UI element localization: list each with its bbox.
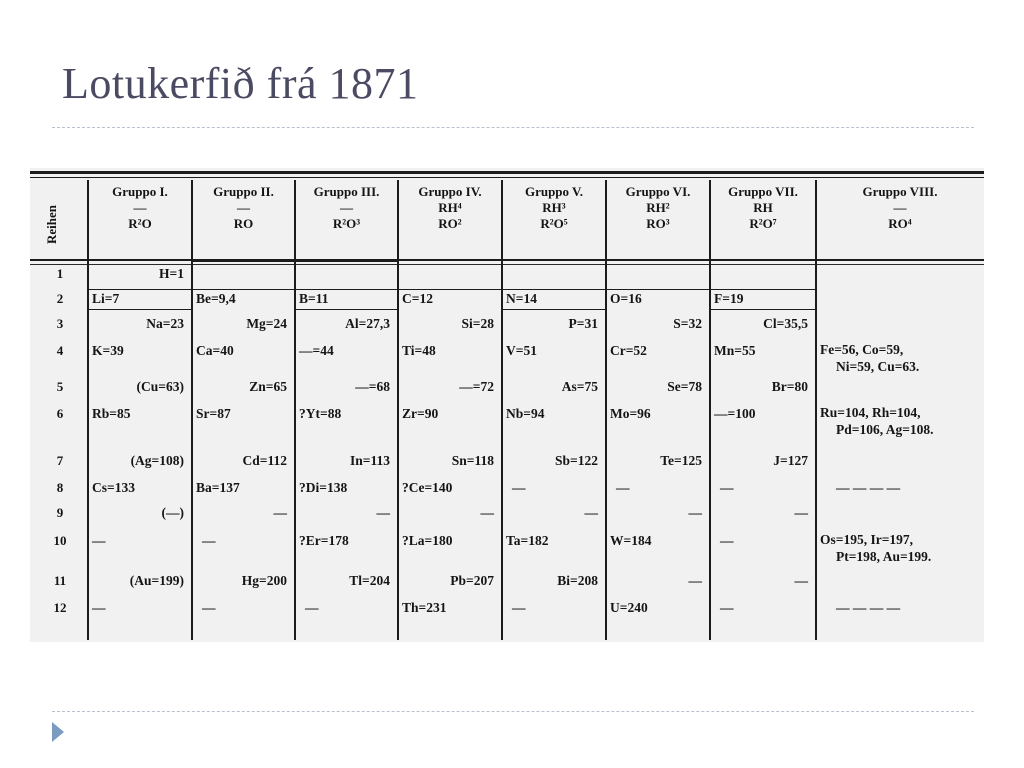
element-cell: Si=28 xyxy=(461,316,494,331)
element-cell: Nb=94 xyxy=(506,406,545,421)
group-name: Gruppo VII. xyxy=(728,184,798,199)
element-cell: Zn=65 xyxy=(249,379,287,394)
row-number: 9 xyxy=(56,505,64,520)
group-name: Gruppo II. xyxy=(213,184,274,199)
element-cell: Mn=55 xyxy=(714,343,756,358)
element-cell: B=11 xyxy=(299,291,329,306)
element-cell-line: Fe=56, Co=59, xyxy=(820,342,904,357)
cell-rule xyxy=(295,261,398,262)
group-hydride: RH³ xyxy=(542,200,566,215)
element-cell: — xyxy=(202,533,216,548)
element-cell: ?Ce=140 xyxy=(402,480,453,495)
element-cell: S=32 xyxy=(673,316,702,331)
element-cell: Mo=96 xyxy=(610,406,651,421)
group-hydride: RH⁴ xyxy=(438,200,462,215)
group-oxide: RO² xyxy=(438,216,462,231)
element-cell: Rb=85 xyxy=(92,406,131,421)
element-cell: —=72 xyxy=(459,379,494,394)
row-number: 4 xyxy=(56,343,64,358)
element-cell: (—) xyxy=(161,505,184,520)
element-cell: Ca=40 xyxy=(196,343,234,358)
cell-rule xyxy=(710,289,816,290)
element-cell: — xyxy=(688,505,702,520)
element-cell: —=100 xyxy=(714,406,756,421)
element-cell: — xyxy=(92,600,106,615)
row-number: 1 xyxy=(56,266,64,281)
element-cell: — xyxy=(512,600,526,615)
element-cell: Te=125 xyxy=(660,453,702,468)
element-cell-line: Os=195, Ir=197, xyxy=(820,532,914,547)
header-rule xyxy=(30,259,984,261)
row-number: 6 xyxy=(56,406,64,421)
cell-rule xyxy=(502,309,606,310)
row-number: 10 xyxy=(53,533,67,548)
cell-rule xyxy=(192,261,295,262)
element-cell: — xyxy=(376,505,390,520)
group-oxide: R²O⁷ xyxy=(749,216,777,231)
element-cell: ?La=180 xyxy=(402,533,453,548)
group-hydride: — xyxy=(133,200,147,215)
element-cell: W=184 xyxy=(610,533,652,548)
element-cell xyxy=(820,531,931,565)
element-cell: — xyxy=(720,480,734,495)
element-cell: — xyxy=(273,505,287,520)
row-number: 11 xyxy=(53,573,67,588)
element-cell: Cr=52 xyxy=(610,343,647,358)
group-name: Gruppo VI. xyxy=(625,184,691,199)
row-number: 12 xyxy=(53,600,67,615)
group-oxide: RO⁴ xyxy=(888,216,912,231)
group-oxide: R²O⁵ xyxy=(540,216,568,231)
element-cell: Br=80 xyxy=(771,379,808,394)
header-rule-thin xyxy=(30,264,984,265)
element-cell: (Cu=63) xyxy=(136,379,184,394)
element-cell: —=68 xyxy=(355,379,390,394)
element-cell: — xyxy=(720,533,734,548)
group-header xyxy=(502,182,606,258)
row-header-label: Reihen xyxy=(44,205,59,244)
group-header xyxy=(295,182,398,258)
element-cell: — xyxy=(512,480,526,495)
element-cell: Sb=122 xyxy=(555,453,598,468)
element-cell: O=16 xyxy=(610,291,642,306)
row-number: 5 xyxy=(56,379,64,394)
element-cell: In=113 xyxy=(350,453,390,468)
element-cell: Cl=35,5 xyxy=(763,316,808,331)
element-cell: Sn=118 xyxy=(451,453,494,468)
element-cell: Bi=208 xyxy=(557,573,598,588)
group-header xyxy=(398,182,502,258)
element-cell: K=39 xyxy=(92,343,124,358)
element-cell: Mg=24 xyxy=(246,316,287,331)
group-oxide: RO xyxy=(233,216,254,231)
row-number: 8 xyxy=(56,480,64,495)
cell-rule xyxy=(192,289,295,290)
group-oxide: RO³ xyxy=(646,216,670,231)
table-top-rule-thin xyxy=(30,177,984,178)
element-cell: — xyxy=(720,600,734,615)
element-cell: —=44 xyxy=(299,343,334,358)
element-cell: Ti=48 xyxy=(402,343,436,358)
group-hydride: — xyxy=(237,200,250,215)
group-hydride: RH xyxy=(753,200,773,215)
footer-divider xyxy=(52,711,974,712)
element-cell: U=240 xyxy=(610,600,648,615)
element-cell: Li=7 xyxy=(92,291,120,306)
element-cell: — xyxy=(202,600,216,615)
group-header xyxy=(816,182,984,258)
slide-title: Lotukerfið frá 1871 xyxy=(62,59,419,108)
element-cell: Ta=182 xyxy=(506,533,549,548)
element-cell: — xyxy=(480,505,494,520)
element-cell: — xyxy=(584,505,598,520)
group-hydride: — xyxy=(893,200,907,215)
cell-rule xyxy=(710,309,816,310)
cell-rule xyxy=(295,309,398,310)
row-number: 7 xyxy=(56,453,64,468)
element-cell: Ba=137 xyxy=(196,480,240,495)
element-cell: Cd=112 xyxy=(242,453,287,468)
element-cell: — xyxy=(92,533,106,548)
element-cell: Cs=133 xyxy=(92,480,135,495)
group-header xyxy=(88,182,192,258)
group-name: Gruppo IV. xyxy=(418,184,482,199)
element-cell xyxy=(820,404,934,438)
element-cell: As=75 xyxy=(561,379,598,394)
row-number: 2 xyxy=(56,291,64,306)
element-cell xyxy=(820,341,919,375)
group-hydride: RH² xyxy=(646,200,670,215)
table-top-rule xyxy=(30,171,984,174)
element-cell: Tl=204 xyxy=(349,573,390,588)
element-cell: ?Yt=88 xyxy=(299,406,342,421)
element-cell: — xyxy=(688,573,702,588)
element-cell: — xyxy=(794,505,808,520)
group-hydride: — xyxy=(340,200,353,215)
group-oxide: R²O xyxy=(128,216,152,231)
cell-rule xyxy=(88,309,192,310)
element-cell-line: Ru=104, Rh=104, xyxy=(820,405,921,420)
element-cell: — xyxy=(616,480,630,495)
element-cell: Zr=90 xyxy=(402,406,439,421)
slide-marker-icon xyxy=(52,722,64,742)
group-header xyxy=(606,182,710,258)
title-divider xyxy=(52,127,974,128)
element-cell: F=19 xyxy=(714,291,744,306)
group-header xyxy=(192,182,295,258)
element-cell: H=1 xyxy=(159,266,184,281)
element-cell: Be=9,4 xyxy=(196,291,236,306)
element-cell: (Ag=108) xyxy=(130,453,184,468)
element-cell: (Au=199) xyxy=(129,573,184,588)
element-cell: ?Er=178 xyxy=(299,533,349,548)
element-cell: Pb=207 xyxy=(450,573,494,588)
element-cell: C=12 xyxy=(402,291,433,306)
element-cell: — xyxy=(794,573,808,588)
element-cell-line: Pt=198, Au=199. xyxy=(836,549,932,564)
element-cell: Th=231 xyxy=(402,600,447,615)
group-name: Gruppo VIII. xyxy=(862,184,938,199)
element-cell: — xyxy=(305,600,319,615)
cell-rule xyxy=(295,289,398,290)
element-cell-line: Pd=106, Ag=108. xyxy=(836,422,934,437)
row-number: 3 xyxy=(56,316,64,331)
element-cell: P=31 xyxy=(568,316,598,331)
cell-rule xyxy=(88,289,192,290)
element-cell: Hg=200 xyxy=(241,573,287,588)
group-name: Gruppo I. xyxy=(112,184,168,199)
element-cell: — — — — xyxy=(836,480,901,495)
cell-rule xyxy=(502,289,606,290)
element-cell-line: Ni=59, Cu=63. xyxy=(836,359,920,374)
group-oxide: R²O³ xyxy=(332,216,361,231)
cell-rule xyxy=(606,289,710,290)
element-cell: N=14 xyxy=(506,291,537,306)
element-cell: — — — — xyxy=(836,600,901,615)
periodic-table-scan xyxy=(30,168,984,642)
element-cell: Sr=87 xyxy=(196,406,231,421)
element-cell: Na=23 xyxy=(146,316,184,331)
element-cell: Al=27,3 xyxy=(345,316,390,331)
element-cell: V=51 xyxy=(506,343,537,358)
group-name: Gruppo V. xyxy=(524,184,584,199)
group-header xyxy=(710,182,816,258)
group-name: Gruppo III. xyxy=(313,184,380,199)
element-cell: Se=78 xyxy=(667,379,702,394)
element-cell: J=127 xyxy=(773,453,808,468)
cell-rule xyxy=(398,289,502,290)
element-cell: ?Di=138 xyxy=(299,480,348,495)
